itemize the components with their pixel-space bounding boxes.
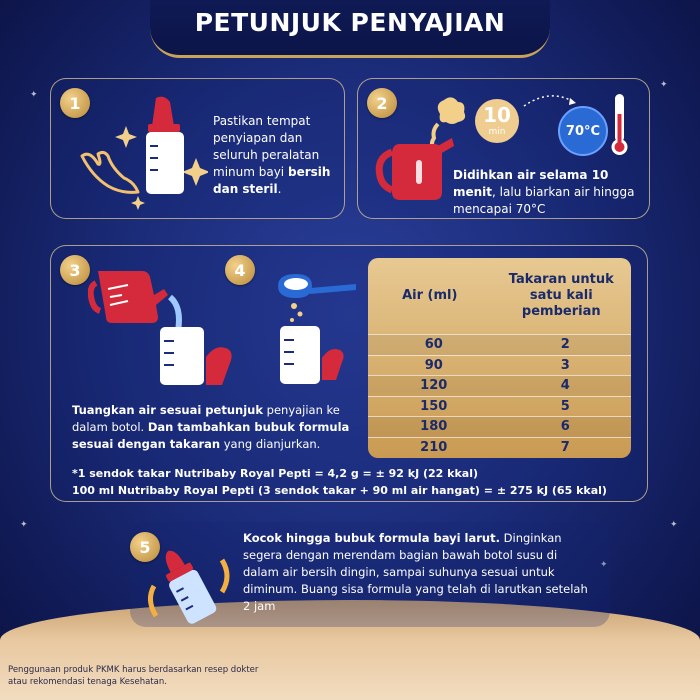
step-number-badge: 2	[367, 88, 397, 118]
table-row	[368, 396, 631, 417]
star-decoration: ✦	[600, 560, 608, 570]
timer-badge: 10 min	[475, 99, 519, 143]
thermometer-icon	[608, 92, 630, 158]
cell-water: 210	[420, 439, 448, 455]
star-decoration: ✦	[660, 80, 668, 90]
footer-disclaimer: Penggunaan produk PKMK harus berdasarkan resep dokter atau rekomendasi tenaga Kesehatan.	[8, 665, 259, 687]
cell-scoops: 6	[560, 419, 570, 434]
sparkle-icon	[115, 126, 137, 148]
column-header-scoops: Takaran untuk satu kali pemberian	[508, 272, 614, 319]
step-3-4-text: Tuangkan air sesuai petunjuk penyajian ke dalam botol. Dan tambahkan bubuk formula sesuai dengan takaran yang dianjurkan.	[72, 403, 350, 451]
star-decoration: ✦	[670, 520, 678, 530]
sparkle-icon	[131, 196, 145, 210]
cell-scoops: 5	[560, 398, 570, 414]
table-row	[368, 355, 631, 376]
column-header-water: Air (ml)	[402, 288, 458, 303]
sparkle-icon	[182, 158, 208, 186]
shaking-bottle-illustration	[140, 538, 235, 628]
nutrition-notes	[72, 465, 642, 499]
table-row	[368, 416, 631, 437]
cell-water: 90	[424, 357, 443, 373]
formula-scoop-illustration	[272, 272, 362, 388]
cell-scoops: 2	[560, 337, 570, 352]
cell-water: 60	[424, 337, 443, 352]
table-body	[368, 334, 631, 457]
temperature-badge: 70°C	[558, 106, 608, 156]
step-number-badge: 4	[225, 255, 255, 285]
cell-water: 120	[420, 378, 448, 393]
dosage-table	[368, 258, 631, 458]
table-header	[368, 258, 631, 334]
pouring-jug-illustration	[88, 263, 238, 388]
step-2-text: Didihkan air selama 10 menit, lalu biarkan air hingga mencapai 70°C	[453, 168, 635, 216]
step-5-text: Kocok hingga bubuk formula bayi larut. Dinginkan segera dengan merendam bagian bawah botol susu di dalam air bersih dingin, sampai suhunya sesuai untuk diminum. Buang sisa formula yang telah di larutkan setelah 2 jam	[243, 531, 588, 613]
hand-bottle-illustration	[78, 96, 208, 214]
cell-water: 180	[420, 419, 448, 434]
cell-water: 150	[420, 398, 448, 414]
note-line: 100 ml Nutribaby Royal Pepti (3 sendok takar + 90 ml air hangat) = ± 275 kJ (65 kkal)	[72, 484, 607, 497]
cell-scoops: 3	[560, 357, 570, 373]
table-row	[368, 437, 631, 458]
note-line: *1 sendok takar Nutribaby Royal Pepti = 4,2 g = ± 92 kJ (22 kkal)	[72, 467, 479, 480]
step-number-badge: 3	[60, 255, 90, 285]
step-1-text: Pastikan tempat penyiapan dan seluruh peralatan minum bayi bersih dan steril.	[213, 114, 331, 196]
table-row	[368, 334, 631, 355]
step-number-badge: 5	[130, 532, 160, 562]
step-number-badge: 1	[60, 88, 90, 118]
cell-scoops: 4	[560, 378, 570, 393]
star-decoration: ✦	[20, 520, 28, 530]
cell-scoops: 7	[560, 439, 570, 455]
page-title: PETUNJUK PENYAJIAN	[194, 8, 506, 37]
star-decoration: ✦	[30, 90, 38, 100]
table-row	[368, 375, 631, 396]
